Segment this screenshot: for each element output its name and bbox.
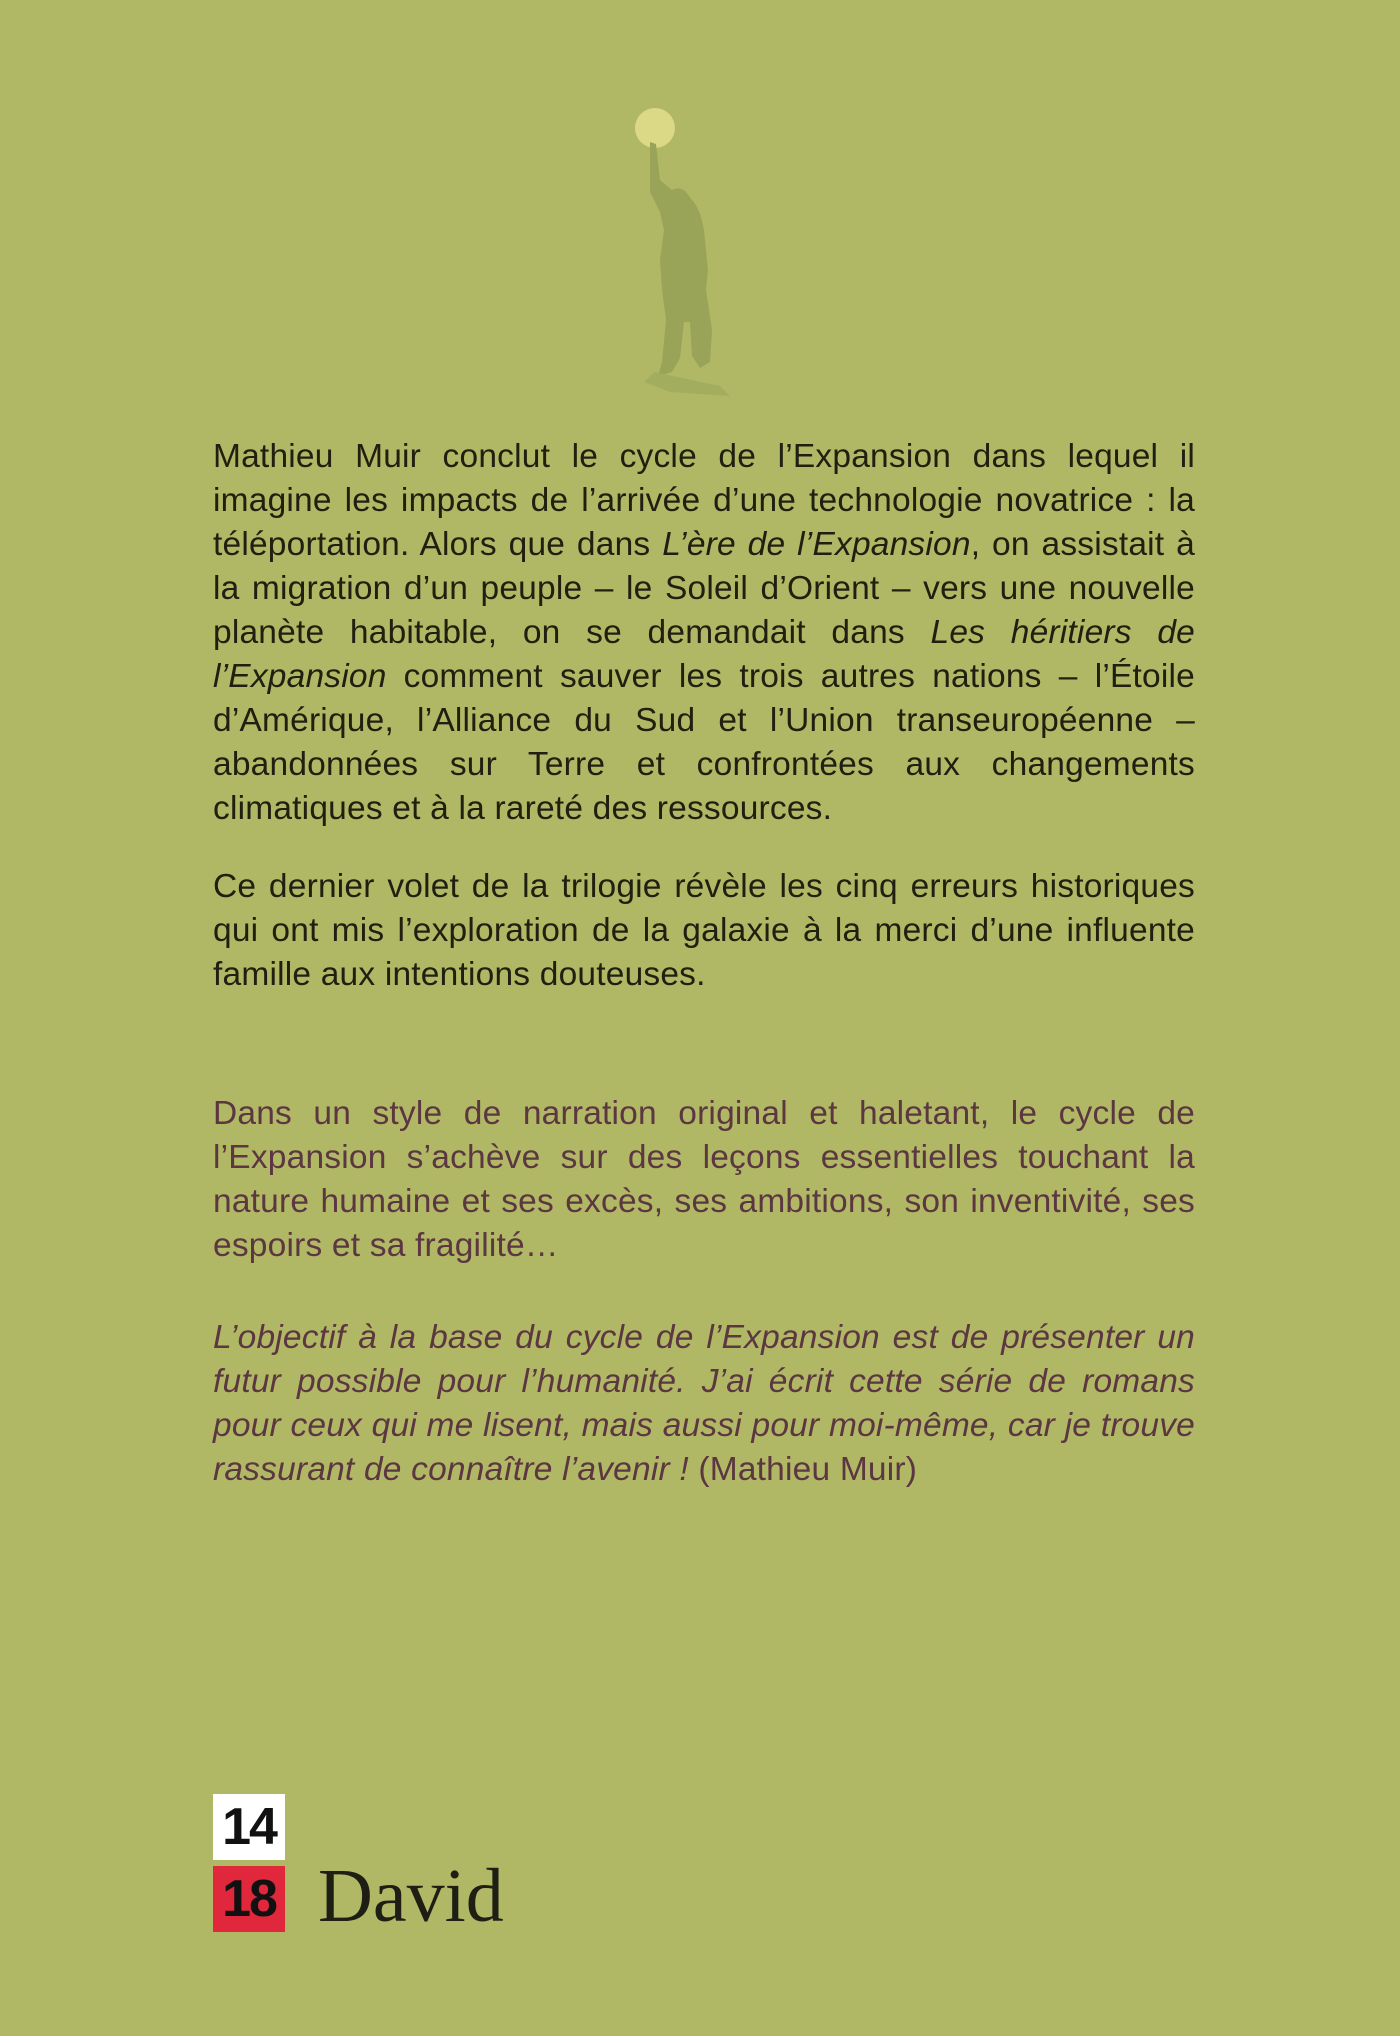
author-quote [213, 1316, 1195, 1492]
age-range-bottom: 18 [213, 1866, 285, 1932]
figure-holding-light-icon [620, 100, 750, 400]
paragraph-text: comment sauver les trois autres nations – l’Étoile d’Amérique, l’Alliance du Sud et l’Union transeuropéenne – abandonnées sur Terre et confrontées aux changements climatiques et à la rareté des ressources. [213, 658, 1195, 827]
publisher-name: David [318, 1854, 504, 1938]
age-range-logo [213, 1794, 285, 1932]
age-range-top: 14 [213, 1794, 285, 1860]
paragraph-text: Mathieu Muir conclut le cycle de l’Expansion dans lequel il imagine les impacts de l’arrivée d’une technologie novatrice : la téléportation. Alors que dans [213, 438, 1195, 563]
quote-attribution: (Mathieu Muir) [698, 1451, 918, 1488]
book-title: L’ère de l’Expansion [662, 526, 971, 563]
description-paragraph-1 [213, 435, 1195, 831]
paragraph-text: , on assistait à la migration d’un peuple – le Soleil d’Orient – vers une nouvelle planète habitable, on se demandait dans [213, 526, 1195, 651]
description-paragraph-2: Ce dernier volet de la trilogie révèle les cinq erreurs historiques qui ont mis l’exploration de la galaxie à la merci d’une influente famille aux intentions douteuses. [213, 868, 1195, 993]
quote-text: L’objectif à la base du cycle de l’Expansion est de présenter un futur possible pour l’humanité. J’ai écrit cette série de romans pour ceux qui me lisent, mais aussi pour moi-même, car je trouve rassurant de connaître l’avenir ! [213, 1319, 1195, 1488]
book-title: Les héritiers de l’Expansion [213, 614, 1195, 695]
summary-paragraph: Dans un style de narration original et haletant, le cycle de l’Expansion s’achève sur des leçons essentielles touchant la nature humaine et ses excès, ses ambitions, son inventivité, ses espoirs et sa fragilité… [213, 1095, 1195, 1264]
